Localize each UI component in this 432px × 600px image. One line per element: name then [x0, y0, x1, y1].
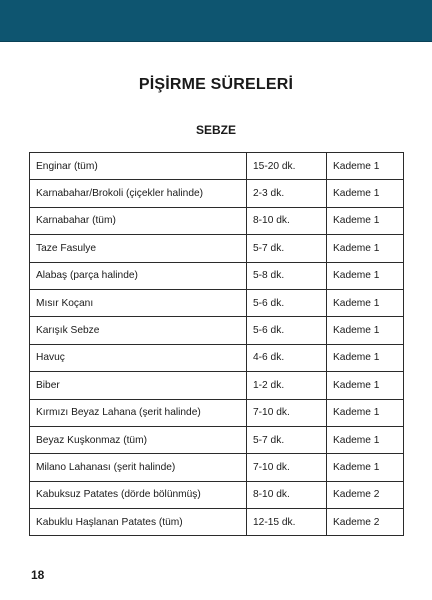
cell-time: 5-6 dk. — [247, 317, 327, 344]
table-row — [30, 481, 404, 508]
table-row — [30, 153, 404, 180]
table-row — [30, 509, 404, 536]
cell-level: Kademe 2 — [327, 509, 404, 536]
cell-time: 7-10 dk. — [247, 399, 327, 426]
table-row — [30, 317, 404, 344]
cell-food: Enginar (tüm) — [30, 153, 247, 180]
cell-time: 5-7 dk. — [247, 426, 327, 453]
table-row — [30, 344, 404, 371]
cell-level: Kademe 1 — [327, 317, 404, 344]
table-row — [30, 180, 404, 207]
cell-food: Taze Fasulye — [30, 235, 247, 262]
cell-time: 8-10 dk. — [247, 481, 327, 508]
cell-food: Karnabahar (tüm) — [30, 207, 247, 234]
cell-level: Kademe 1 — [327, 262, 404, 289]
cell-time: 12-15 dk. — [247, 509, 327, 536]
table-row — [30, 426, 404, 453]
cell-food: Havuç — [30, 344, 247, 371]
cell-food: Kırmızı Beyaz Lahana (şerit halinde) — [30, 399, 247, 426]
cell-food: Karnabahar/Brokoli (çiçekler halinde) — [30, 180, 247, 207]
cell-level: Kademe 1 — [327, 180, 404, 207]
table-row — [30, 399, 404, 426]
cell-food: Kabuklu Haşlanan Patates (tüm) — [30, 509, 247, 536]
table-row — [30, 289, 404, 316]
cell-level: Kademe 1 — [327, 344, 404, 371]
cell-level: Kademe 2 — [327, 481, 404, 508]
section-title: SEBZE — [195, 123, 236, 137]
header-band — [0, 0, 432, 42]
cell-time: 2-3 dk. — [247, 180, 327, 207]
table-row — [30, 207, 404, 234]
cell-food: Mısır Koçanı — [30, 289, 247, 316]
cell-time: 5-7 dk. — [247, 235, 327, 262]
cell-level: Kademe 1 — [327, 372, 404, 399]
cell-level: Kademe 1 — [327, 153, 404, 180]
cell-food: Biber — [30, 372, 247, 399]
page-title: PİŞİRME SÜRELERİ — [138, 76, 294, 93]
table-body — [30, 153, 404, 536]
table-row — [30, 454, 404, 481]
cell-food: Karışık Sebze — [30, 317, 247, 344]
cell-time: 5-8 dk. — [247, 262, 327, 289]
cell-food: Kabuksuz Patates (dörde bölünmüş) — [30, 481, 247, 508]
cell-level: Kademe 1 — [327, 399, 404, 426]
cell-time: 15-20 dk. — [247, 153, 327, 180]
cell-level: Kademe 1 — [327, 454, 404, 481]
cell-time: 4-6 dk. — [247, 344, 327, 371]
cell-time: 5-6 dk. — [247, 289, 327, 316]
cooking-times-table-wrapper — [29, 152, 403, 536]
table-row — [30, 235, 404, 262]
cell-time: 7-10 dk. — [247, 454, 327, 481]
cell-food: Alabaş (parça halinde) — [30, 262, 247, 289]
cell-level: Kademe 1 — [327, 207, 404, 234]
cell-time: 1-2 dk. — [247, 372, 327, 399]
cooking-times-table — [29, 152, 404, 536]
cell-time: 8-10 dk. — [247, 207, 327, 234]
cell-level: Kademe 1 — [327, 426, 404, 453]
table-row — [30, 262, 404, 289]
cell-level: Kademe 1 — [327, 289, 404, 316]
cell-level: Kademe 1 — [327, 235, 404, 262]
cell-food: Beyaz Kuşkonmaz (tüm) — [30, 426, 247, 453]
page-number: 18 — [31, 568, 45, 582]
cell-food: Milano Lahanası (şerit halinde) — [30, 454, 247, 481]
table-row — [30, 372, 404, 399]
